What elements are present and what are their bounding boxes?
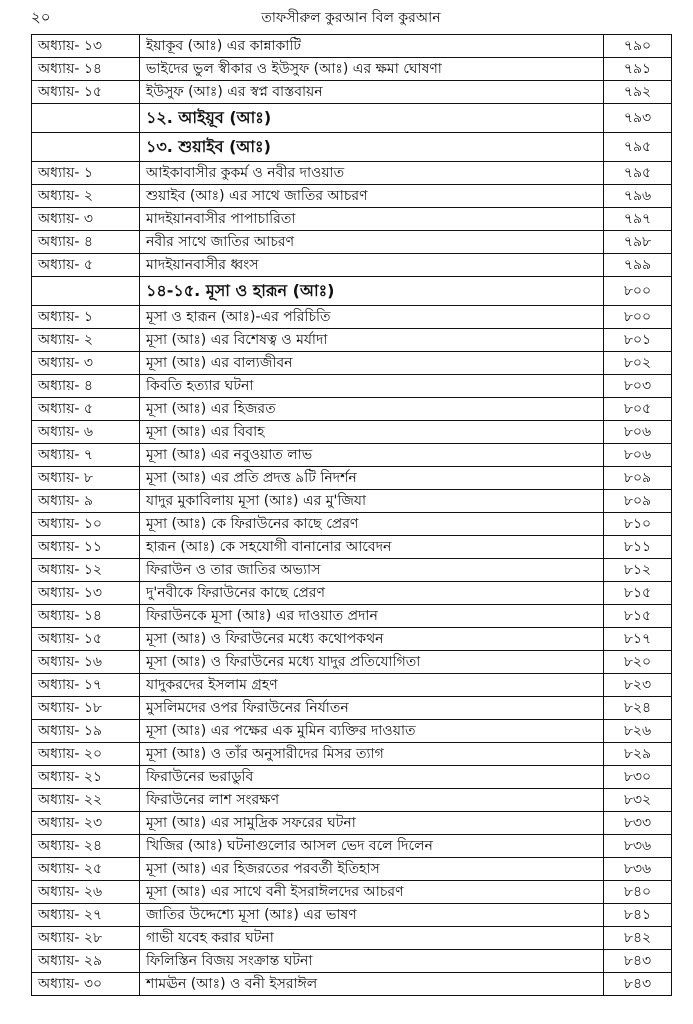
table-row [32, 58, 672, 81]
chapter-label: অধ্যায়- ১৪ [32, 58, 140, 81]
table-row [32, 789, 672, 812]
entry-title: কিবতি হত্যার ঘটনা [140, 375, 604, 398]
table-row [32, 35, 672, 58]
entry-title: শুয়াইব (আঃ) এর সাথে জাতির আচরণ [140, 185, 604, 208]
chapter-label: অধ্যায়- ১৫ [32, 628, 140, 651]
entry-title: শামঊন (আঃ) ও বনী ইসরাঈল [140, 973, 604, 996]
entry-title: মূসা (আঃ) এর সামুদ্রিক সফরের ঘটনা [140, 812, 604, 835]
chapter-label: অধ্যায়- ২৮ [32, 927, 140, 950]
entry-title: জাতির উদ্দেশ্যে মূসা (আঃ) এর ভাষণ [140, 904, 604, 927]
section-row [32, 133, 672, 162]
table-row [32, 628, 672, 651]
entry-title: মূসা (আঃ) ও ফিরাউনের মধ্যে যাদুর প্রতিযোগিতা [140, 651, 604, 674]
table-row [32, 674, 672, 697]
entry-title: মুসলিমদের ওপর ফিরাউনের নির্যাতন [140, 697, 604, 720]
table-row [32, 306, 672, 329]
table-row [32, 720, 672, 743]
page-ref: ৮৪৩ [604, 973, 672, 996]
chapter-label: অধ্যায়- ৪ [32, 375, 140, 398]
chapter-label: অধ্যায়- ১৯ [32, 720, 140, 743]
page-ref: ৮৩২ [604, 789, 672, 812]
page-ref: ৭৯৭ [604, 208, 672, 231]
table-row [32, 254, 672, 277]
section-title: ১২. আইয়ূব (আঃ) [140, 104, 604, 133]
table-row [32, 605, 672, 628]
page-ref: ৮৩০ [604, 766, 672, 789]
running-title: তাফসীরুল কুরআন বিল কুরআন [261, 10, 441, 26]
page-ref: ৮০৯ [604, 490, 672, 513]
table-row [32, 697, 672, 720]
entry-title: মূসা (আঃ) এর বিবাহ [140, 421, 604, 444]
table-row [32, 904, 672, 927]
table-row [32, 559, 672, 582]
page-ref: ৮০৫ [604, 398, 672, 421]
entry-title: মাদইয়ানবাসীর পাপাচারিতা [140, 208, 604, 231]
page-ref: ৮২৯ [604, 743, 672, 766]
table-row [32, 421, 672, 444]
entry-title: মূসা (আঃ) এর হিজরতের পরবর্তী ইতিহাস [140, 858, 604, 881]
table-row [32, 398, 672, 421]
entry-title: যাদুর মুকাবিলায় মূসা (আঃ) এর মু'জিযা [140, 490, 604, 513]
page-ref: ৮০২ [604, 352, 672, 375]
page-ref: ৮৪১ [604, 904, 672, 927]
page-ref: ৮৪০ [604, 881, 672, 904]
chapter-label: অধ্যায়- ১২ [32, 559, 140, 582]
chapter-label: অধ্যায়- ১৩ [32, 35, 140, 58]
page-ref: ৮২৬ [604, 720, 672, 743]
chapter-label: অধ্যায়- ৩০ [32, 973, 140, 996]
chapter-label: অধ্যায়- ২১ [32, 766, 140, 789]
entry-title: মূসা (আঃ) এর বাল্যজীবন [140, 352, 604, 375]
page-header [31, 6, 671, 28]
chapter-label: অধ্যায়- ২ [32, 185, 140, 208]
chapter-label: অধ্যায়- ২৫ [32, 858, 140, 881]
chapter-label: অধ্যায়- ৩ [32, 352, 140, 375]
chapter-label: অধ্যায়- ৮ [32, 467, 140, 490]
table-row [32, 513, 672, 536]
page-ref: ৮১৫ [604, 582, 672, 605]
entry-title: মূসা (আঃ) কে ফিরাউনের কাছে প্রেরণ [140, 513, 604, 536]
page-ref: ৮১৭ [604, 628, 672, 651]
page-ref: ৭৯৩ [604, 104, 672, 133]
table-row [32, 835, 672, 858]
entry-title: দু'নবীকে ফিরাউনের কাছে প্রেরণ [140, 582, 604, 605]
chapter-label: অধ্যায়- ১ [32, 162, 140, 185]
entry-title: ইউসুফ (আঃ) এর স্বপ্ন বাস্তবায়ন [140, 81, 604, 104]
section-title: ১৩. শুয়াইব (আঃ) [140, 133, 604, 162]
chapter-label: অধ্যায়- ৫ [32, 398, 140, 421]
chapter-label: অধ্যায়- ১৪ [32, 605, 140, 628]
chapter-label: অধ্যায়- ২২ [32, 789, 140, 812]
entry-title: ইয়াকূব (আঃ) এর কান্নাকাটি [140, 35, 604, 58]
table-row [32, 858, 672, 881]
chapter-label: অধ্যায়- ২৪ [32, 835, 140, 858]
entry-title: মূসা (আঃ) এর বিশেষত্ব ও মর্যাদা [140, 329, 604, 352]
chapter-label: অধ্যায়- ৬ [32, 421, 140, 444]
chapter-label: অধ্যায়- ১ [32, 306, 140, 329]
page-ref: ৮৪২ [604, 927, 672, 950]
entry-title: নবীর সাথে জাতির আচরণ [140, 231, 604, 254]
table-row [32, 185, 672, 208]
page-ref: ৭৯৯ [604, 254, 672, 277]
chapter-label: অধ্যায়- ৪ [32, 231, 140, 254]
table-row [32, 582, 672, 605]
page-ref: ৮৩৬ [604, 835, 672, 858]
page-ref: ৮০০ [604, 277, 672, 306]
table-row [32, 467, 672, 490]
chapter-label: অধ্যায়- ১৫ [32, 81, 140, 104]
page-ref: ৭৯৮ [604, 231, 672, 254]
page-ref: ৭৯২ [604, 81, 672, 104]
chapter-label: অধ্যায়- ২০ [32, 743, 140, 766]
toc-body [32, 35, 672, 996]
page-ref: ৮২৩ [604, 674, 672, 697]
page-number: ২০ [31, 8, 51, 26]
entry-title: ফিরাউনের ভরাডুবি [140, 766, 604, 789]
page-ref: ৮০৬ [604, 444, 672, 467]
chapter-label: অধ্যায়- ২৩ [32, 812, 140, 835]
table-row [32, 490, 672, 513]
entry-title: ফিরাউন ও তার জাতির অভ্যাস [140, 559, 604, 582]
table-row [32, 651, 672, 674]
page-ref: ৮২৪ [604, 697, 672, 720]
chapter-label [32, 133, 140, 162]
chapter-label: অধ্যায়- ৭ [32, 444, 140, 467]
entry-title: হারূন (আঃ) কে সহযোগী বানানোর আবেদন [140, 536, 604, 559]
table-row [32, 973, 672, 996]
page-ref: ৮১১ [604, 536, 672, 559]
chapter-label: অধ্যায়- ৫ [32, 254, 140, 277]
chapter-label: অধ্যায়- ৯ [32, 490, 140, 513]
chapter-label: অধ্যায়- ৩ [32, 208, 140, 231]
page-ref: ৮১২ [604, 559, 672, 582]
table-row [32, 81, 672, 104]
entry-title: গাভী যবেহ করার ঘটনা [140, 927, 604, 950]
entry-title: যাদুকরদের ইসলাম গ্রহণ [140, 674, 604, 697]
entry-title: মূসা (আঃ) এর পক্ষের এক মুমিন ব্যক্তির দাওয়াত [140, 720, 604, 743]
page-ref: ৮১৫ [604, 605, 672, 628]
chapter-label [32, 277, 140, 306]
section-row [32, 277, 672, 306]
entry-title: মূসা (আঃ) ও তাঁর অনুসারীদের মিসর ত্যাগ [140, 743, 604, 766]
page-ref: ৮০৬ [604, 421, 672, 444]
entry-title: মূসা (আঃ) এর হিজরত [140, 398, 604, 421]
table-row [32, 444, 672, 467]
chapter-label [32, 104, 140, 133]
chapter-label: অধ্যায়- ২ [32, 329, 140, 352]
page-ref: ৭৯৫ [604, 162, 672, 185]
entry-title: মূসা (আঃ) এর প্রতি প্রদত্ত ৯টি নিদর্শন [140, 467, 604, 490]
table-row [32, 375, 672, 398]
page-ref: ৮৪৩ [604, 950, 672, 973]
table-row [32, 162, 672, 185]
chapter-label: অধ্যায়- ১৩ [32, 582, 140, 605]
table-row [32, 950, 672, 973]
table-row [32, 536, 672, 559]
entry-title: ফিরাউনের লাশ সংরক্ষণ [140, 789, 604, 812]
section-row [32, 104, 672, 133]
entry-title: ফিলিস্তিন বিজয় সংক্রান্ত ঘটনা [140, 950, 604, 973]
chapter-label: অধ্যায়- ২৬ [32, 881, 140, 904]
chapter-label: অধ্যায়- ১৬ [32, 651, 140, 674]
chapter-label: অধ্যায়- ১০ [32, 513, 140, 536]
chapter-label: অধ্যায়- ১৭ [32, 674, 140, 697]
table-of-contents [31, 34, 672, 996]
table-row [32, 743, 672, 766]
entry-title: মূসা ও হারূন (আঃ)-এর পরিচিতি [140, 306, 604, 329]
table-row [32, 812, 672, 835]
table-row [32, 927, 672, 950]
table-row [32, 329, 672, 352]
page-ref: ৮০০ [604, 306, 672, 329]
entry-title: মূসা (আঃ) এর নবুওয়াত লাভ [140, 444, 604, 467]
table-row [32, 352, 672, 375]
table-row [32, 231, 672, 254]
entry-title: খিজির (আঃ) ঘটনাগুলোর আসল ভেদ বলে দিলেন [140, 835, 604, 858]
page-ref: ৮১০ [604, 513, 672, 536]
page-ref: ৮০১ [604, 329, 672, 352]
page-ref: ৮০৯ [604, 467, 672, 490]
table-row [32, 208, 672, 231]
table-row [32, 881, 672, 904]
page-ref: ৮২০ [604, 651, 672, 674]
chapter-label: অধ্যায়- ২৭ [32, 904, 140, 927]
page-ref: ৭৯৫ [604, 133, 672, 162]
page-ref: ৮৩৩ [604, 812, 672, 835]
page-ref: ৭৯৬ [604, 185, 672, 208]
table-row [32, 766, 672, 789]
page-ref: ৮৩৬ [604, 858, 672, 881]
section-title: ১৪-১৫. মূসা ও হারূন (আঃ) [140, 277, 604, 306]
page-ref: ৭৯০ [604, 35, 672, 58]
chapter-label: অধ্যায়- ১১ [32, 536, 140, 559]
page-ref: ৮০৩ [604, 375, 672, 398]
entry-title: মূসা (আঃ) এর সাথে বনী ইসরাঈলদের আচরণ [140, 881, 604, 904]
chapter-label: অধ্যায়- ২৯ [32, 950, 140, 973]
page-ref: ৭৯১ [604, 58, 672, 81]
entry-title: মূসা (আঃ) ও ফিরাউনের মধ্যে কথোপকথন [140, 628, 604, 651]
entry-title: ফিরাউনকে মূসা (আঃ) এর দাওয়াত প্রদান [140, 605, 604, 628]
entry-title: আইকাবাসীর কুকর্ম ও নবীর দাওয়াত [140, 162, 604, 185]
chapter-label: অধ্যায়- ১৮ [32, 697, 140, 720]
entry-title: মাদইয়ানবাসীর ধ্বংস [140, 254, 604, 277]
entry-title: ভাইদের ভুল স্বীকার ও ইউসুফ (আঃ) এর ক্ষমা ঘোষণা [140, 58, 604, 81]
